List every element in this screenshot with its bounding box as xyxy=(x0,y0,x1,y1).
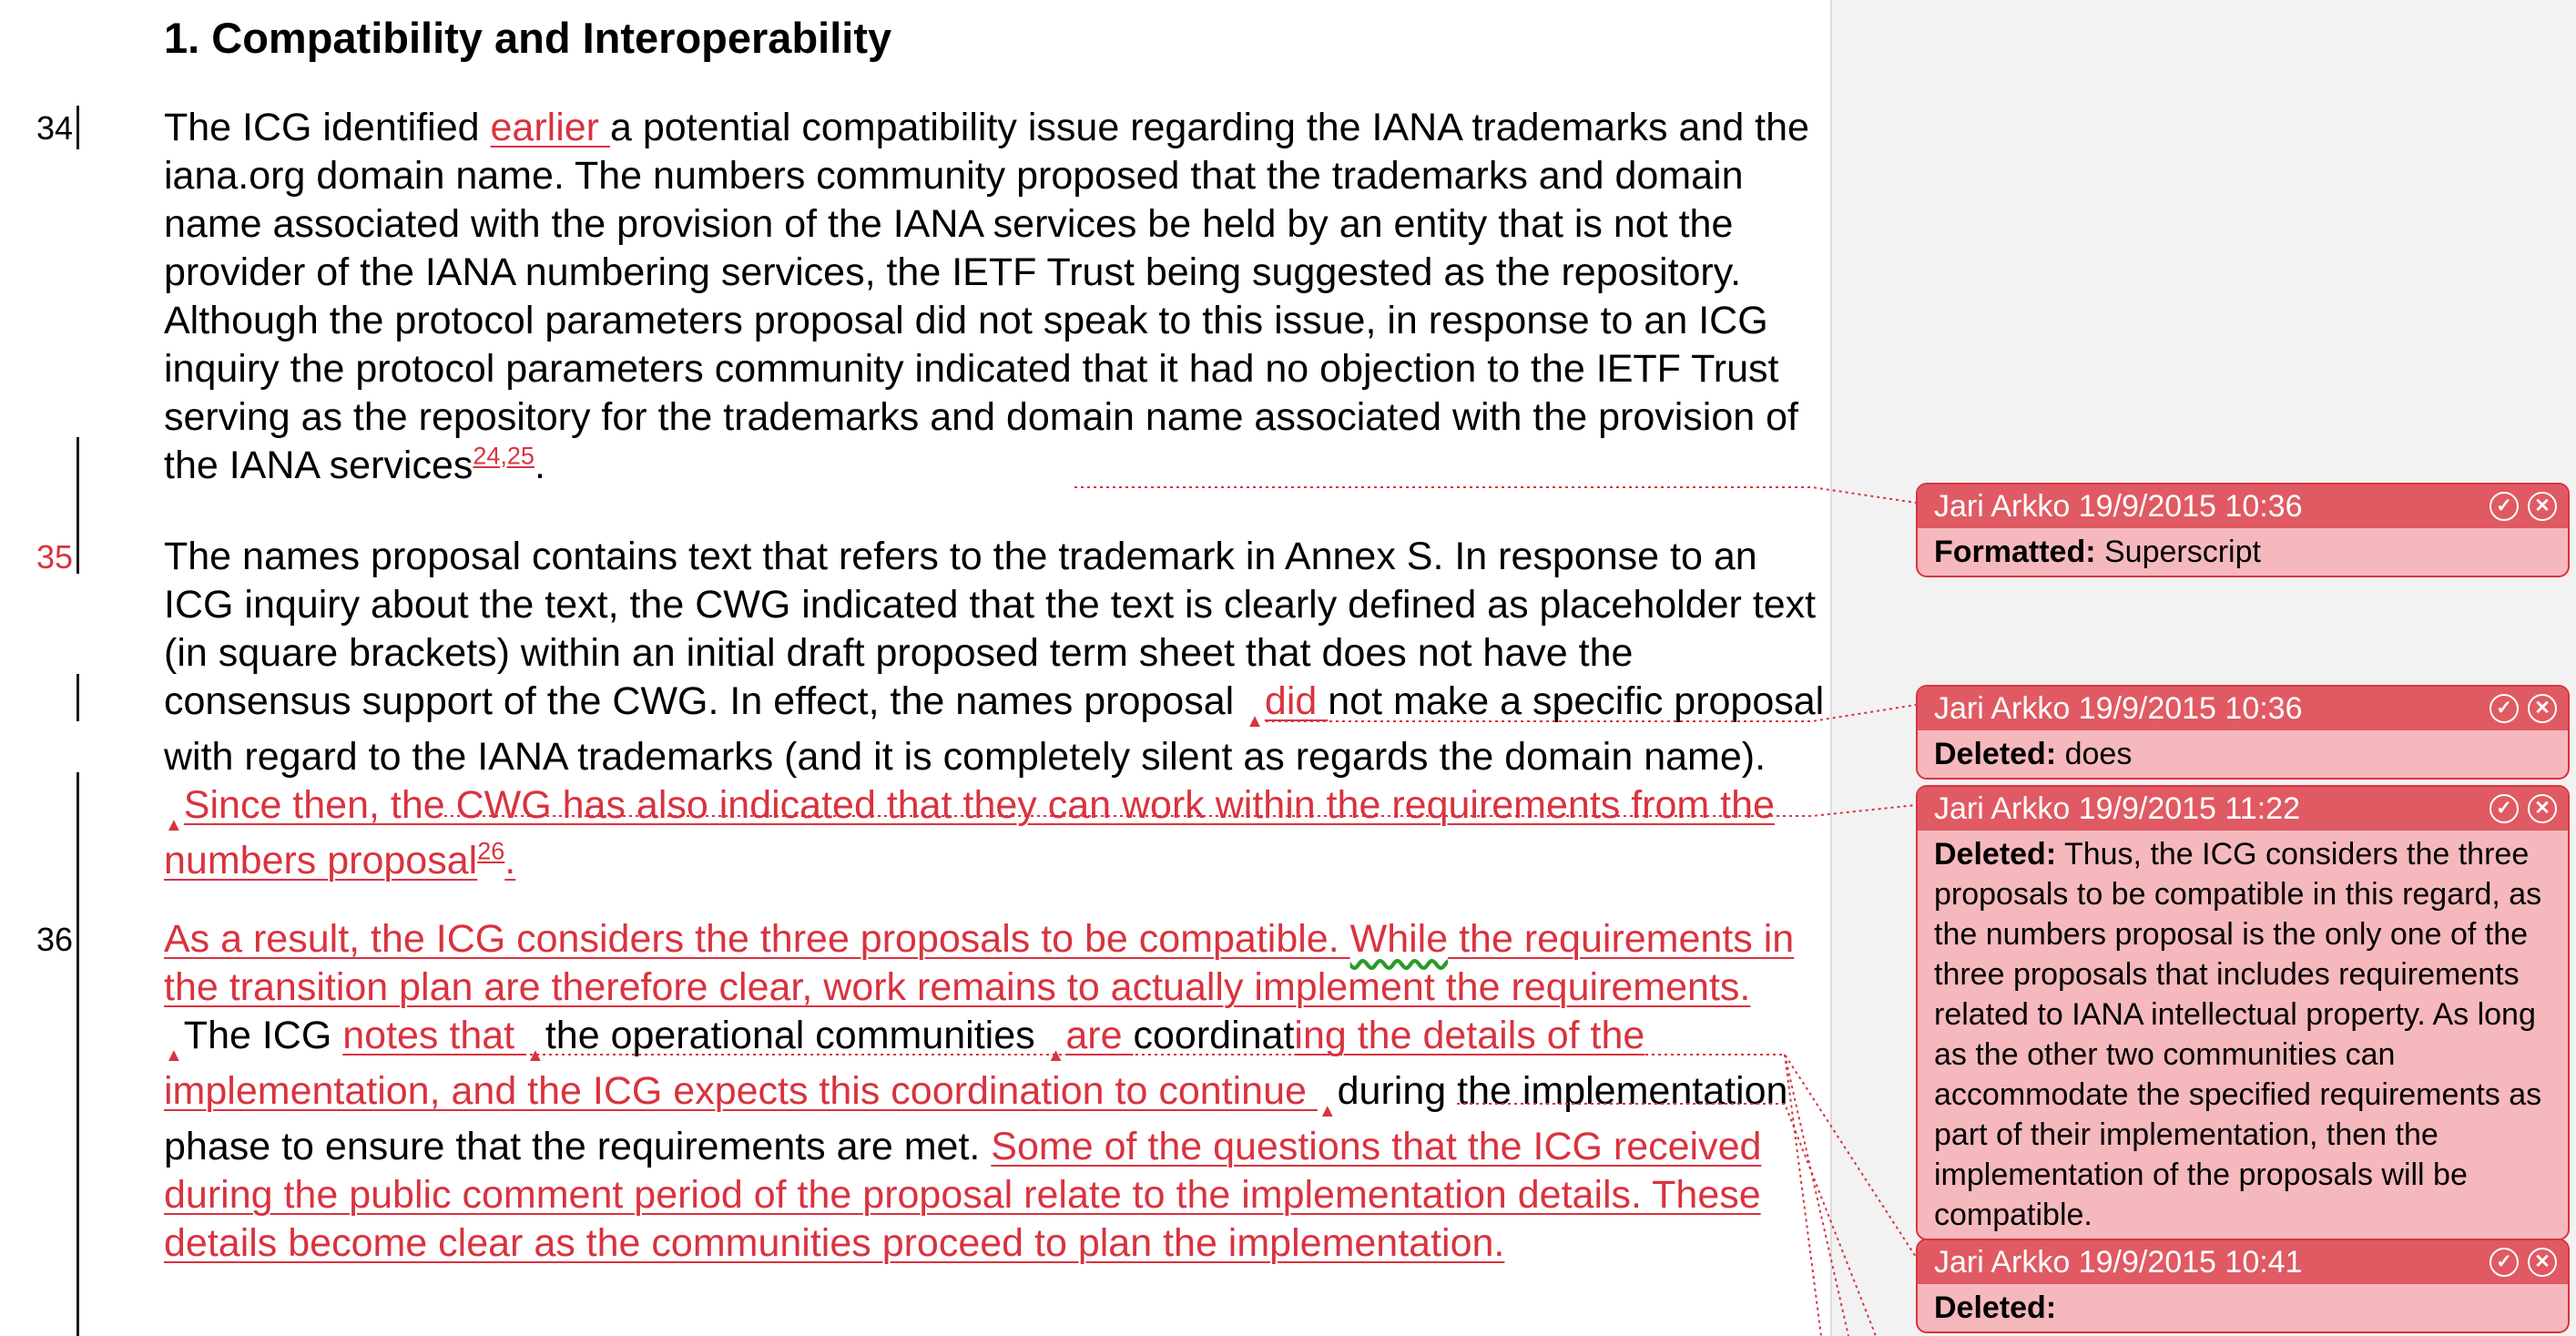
tracked-insertion[interactable]: earlier xyxy=(490,106,610,149)
balloon-body xyxy=(1918,831,2568,1239)
checkmark-icon[interactable]: ✓ xyxy=(2489,1248,2519,1277)
line-number-35: 35 xyxy=(36,538,73,576)
revision-balloon[interactable] xyxy=(1916,483,2570,577)
checkmark-icon[interactable]: ✓ xyxy=(2489,492,2519,521)
balloon-label: Deleted: xyxy=(1934,1290,2057,1325)
deletion-marker-icon[interactable]: ▲ xyxy=(1318,1101,1337,1121)
text-run: The names proposal contains text that refers to the trademark in Annex S. In response to an ICG inquiry about the text, the CWG indicated that the text is clearly defined as placeholder text (in square brackets) within an initial draft proposed term sheet that does not have the consensus support of the CWG. In effect, the names proposal xyxy=(164,535,1817,723)
revision-balloon[interactable] xyxy=(1916,1239,2570,1333)
balloon-author-time: Jari Arkko 19/9/2015 10:41 xyxy=(1934,1245,2303,1280)
checkmark-icon[interactable]: ✓ xyxy=(2489,794,2519,823)
tracked-insertion[interactable]: . xyxy=(504,839,516,882)
x-icon[interactable]: ✕ xyxy=(2528,694,2557,723)
text-run: during the implementation phase to ensure that the requirements are met. xyxy=(164,1069,1788,1168)
tracked-insertion[interactable]: the requirements in the transition plan are therefore clear, work remains to actually implement the requirements. xyxy=(164,917,1795,1009)
balloon-text: does xyxy=(2056,737,2133,771)
tracked-insertion[interactable]: notes that xyxy=(342,1014,526,1057)
balloon-author-time: Jari Arkko 19/9/2015 10:36 xyxy=(1934,489,2303,524)
balloon-label: Formatted: xyxy=(1934,535,2096,569)
checkmark-icon[interactable]: ✓ xyxy=(2489,694,2519,723)
tracked-insertion[interactable]: are xyxy=(1065,1014,1134,1057)
balloon-header xyxy=(1918,687,2568,730)
text-run: not make a specific proposal with regard to the IANA trademarks (and it is completely silent as regards the domain name). xyxy=(164,679,1825,779)
deletion-marker-icon[interactable]: ▲ xyxy=(1046,1045,1065,1066)
balloon-label: Deleted: xyxy=(1934,837,2057,872)
leader-line xyxy=(1074,487,1916,503)
x-icon[interactable]: ✕ xyxy=(2528,492,2557,521)
balloon-text: Superscript xyxy=(2095,535,2261,569)
revision-balloon[interactable] xyxy=(1916,685,2570,780)
footnote-reference-24-25[interactable]: 24,25 xyxy=(473,442,535,470)
revision-balloon[interactable] xyxy=(1916,785,2570,1240)
deletion-marker-icon[interactable]: ▲ xyxy=(165,815,183,835)
tracked-insertion[interactable]: Since then, the CWG has also indicated that they can work within the requirements from the numbers proposal xyxy=(164,783,1775,882)
leader-line xyxy=(444,805,1916,816)
balloon-body xyxy=(1918,730,2568,778)
tracked-insertion[interactable]: Some of the questions that the ICG received during the public comment period of the proposal relate to the implementation details. These details become clear as the communities proceed to plan the implementation. xyxy=(164,1125,1762,1265)
deletion-marker-icon[interactable]: ▲ xyxy=(526,1045,545,1066)
text-run: coordinat xyxy=(1133,1014,1295,1057)
tracked-insertion[interactable]: As a result, the ICG considers the three proposals to be compatible. xyxy=(164,917,1350,961)
leader-line xyxy=(428,1055,1916,1257)
x-icon[interactable]: ✕ xyxy=(2528,1248,2557,1277)
deletion-marker-icon[interactable]: ▲ xyxy=(1246,711,1264,731)
leader-line xyxy=(1266,705,1916,721)
text-run: The ICG identified xyxy=(164,106,491,149)
deletion-marker-icon[interactable]: ▲ xyxy=(165,1045,183,1066)
leader-line xyxy=(1785,1055,1848,1336)
leader-line xyxy=(1785,1055,1821,1336)
line-number-34: 34 xyxy=(36,109,73,147)
tracked-insertion[interactable]: did xyxy=(1264,679,1329,723)
balloon-author-time: Jari Arkko 19/9/2015 10:36 xyxy=(1934,691,2303,726)
footnote-reference-26[interactable]: 26 xyxy=(477,837,505,865)
leader-line xyxy=(1457,1104,1876,1336)
balloon-header xyxy=(1918,1240,2568,1284)
balloon-body xyxy=(1918,528,2568,576)
text-run: the operational communities xyxy=(545,1014,1046,1057)
balloon-header xyxy=(1918,787,2568,831)
balloon-header xyxy=(1918,484,2568,528)
text-run: . xyxy=(534,444,545,487)
text-run: a potential compatibility issue regarding the IANA trademarks and the iana.org domain name. The numbers community proposed that the trademarks and domain name associated with the provision of the IANA services be held by an entity that is not the provider of the IANA numbering services, the IETF Trust being suggested as the repository. Although the protocol parameters proposal did not speak to this issue, in response to an ICG inquiry the protocol parameters community indicated that it had no objection to the IETF Trust serving as the repository for the trademarks and domain name associated with the provision of the IANA services xyxy=(164,106,1809,487)
balloon-author-time: Jari Arkko 19/9/2015 11:22 xyxy=(1934,791,2300,826)
tracked-insertion[interactable]: ing the details of the implementation, and the ICG expects this coordination to continue xyxy=(164,1014,1645,1113)
balloon-label: Deleted: xyxy=(1934,737,2057,771)
line-number-36: 36 xyxy=(36,921,73,958)
balloon-body xyxy=(1918,1284,2568,1331)
balloon-text: Thus, the ICG considers the three proposals to be compatible in this regard, as the numbers proposal is the only one of the three proposals that includes requirements related to IANA intellectual property. As long as the other two communities can accommodate the specified requirements as part of their implementation, then the implementation of the proposals will be compatible. xyxy=(1934,837,2542,1232)
text-run: The ICG xyxy=(183,1014,343,1057)
section-heading: 1. Compatibility and Interoperability xyxy=(164,14,892,62)
grammar-flag[interactable]: While xyxy=(1349,917,1449,961)
x-icon[interactable]: ✕ xyxy=(2528,794,2557,823)
